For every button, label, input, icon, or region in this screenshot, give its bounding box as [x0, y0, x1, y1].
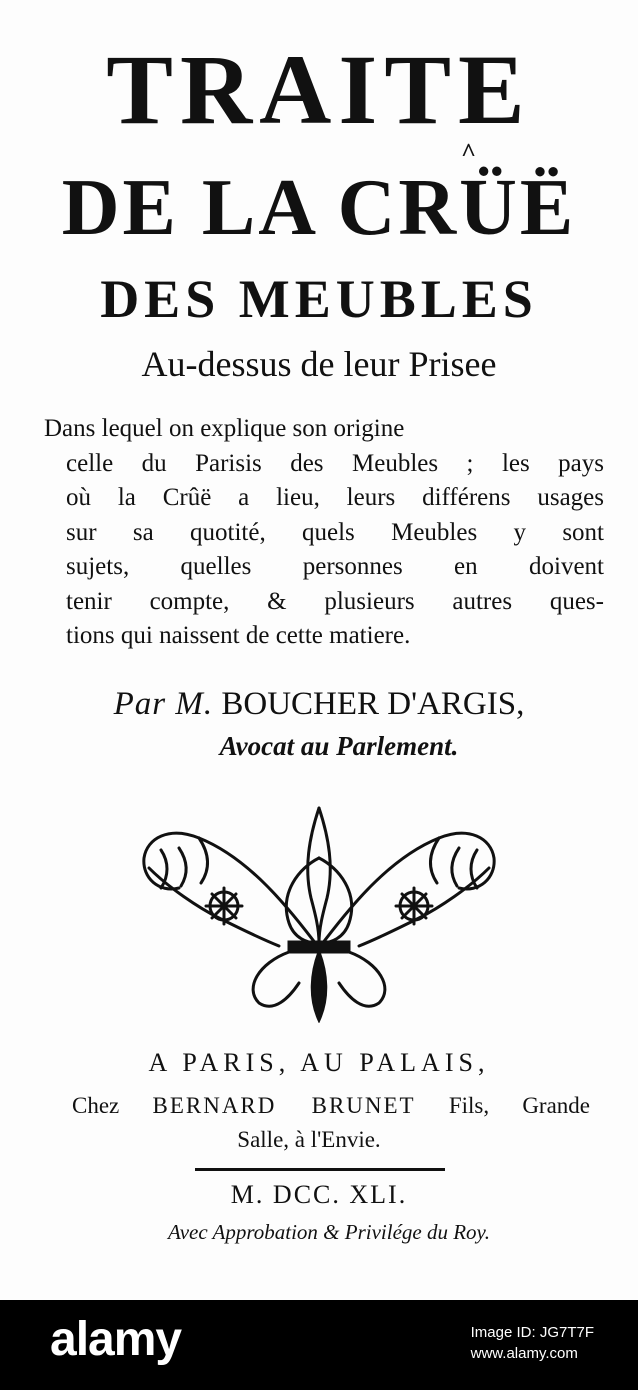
circumflex-accent: ^: [461, 138, 477, 167]
image-id-text: Image ID: JG7T7F: [470, 1324, 594, 1341]
publication-year: M. DCC. XLI.: [230, 1180, 408, 1209]
publisher-chez: Chez: [72, 1093, 120, 1118]
description-line: sujets, quelles personnes en doivent: [66, 553, 604, 580]
author-line: [0, 688, 638, 721]
description-line: où la Crûë a lieu, leurs différens usages: [66, 484, 604, 511]
place-of-publication: A PARIS, AU PALAIS,: [148, 1048, 490, 1077]
site-url-text: www.alamy.com: [470, 1345, 578, 1362]
publisher-line: [72, 1094, 590, 1117]
description-line: tenir compte, & plusieurs autres ques-: [66, 587, 604, 615]
title-line-1: TRAITE: [106, 34, 532, 145]
description-line: celle du Parisis des Meubles ; les pays: [66, 449, 604, 477]
fleur-de-lis-ornament-icon: [139, 798, 499, 1023]
publisher-suffix: Fils, Grande: [448, 1093, 591, 1118]
alamy-logo: alamy: [50, 1313, 182, 1366]
privilege-line: Avec Approbation & Privilége du Roy.: [168, 1220, 490, 1244]
description-line: tions qui naissent de cette matiere.: [66, 622, 411, 649]
title-line-2: DE LA CRÜË: [61, 164, 577, 252]
author-role: Avocat au Parlement.: [219, 731, 459, 761]
watermark-info: [471, 1322, 594, 1364]
subtitle: Au-dessus de leur Prisee: [141, 344, 497, 384]
description-line: Dans lequel on explique son origine: [44, 415, 405, 442]
divider-rule: [195, 1168, 445, 1171]
publisher-line-2: Salle, à l'Envie.: [237, 1127, 381, 1152]
author-prefix: Par M.: [113, 686, 214, 722]
publisher-name: BERNARD BRUNET: [152, 1093, 416, 1118]
description-paragraph: [44, 412, 604, 654]
description-line: sur sa quotité, quels Meubles y sont: [66, 518, 604, 546]
author-name: BOUCHER D'ARGIS,: [221, 686, 525, 722]
title-line-3: DES MEUBLES: [100, 269, 538, 329]
